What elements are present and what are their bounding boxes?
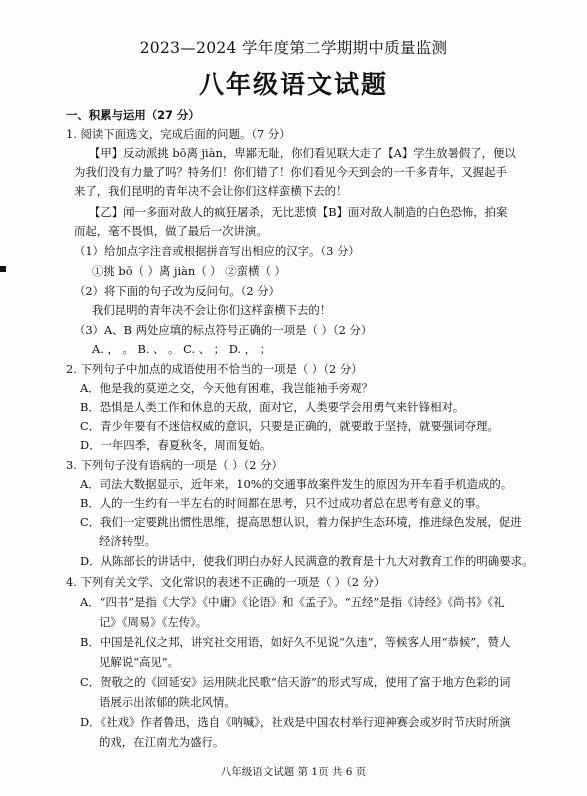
text-line: A. ， 。 B. 、 。 C. 、 ； D. ， ；	[92, 342, 272, 356]
text-line: 语展示出浓郁的陕北风情。	[99, 695, 236, 709]
section-heading: 一、积累与运用（27 分）	[66, 108, 200, 122]
text-line: 1. 阅读下面选文，完成后面的问题。（7 分）	[66, 127, 291, 141]
text-line: 的戏，在江南尤为盛行。	[99, 735, 225, 749]
text-line: 记》《周易》《左传》。	[99, 615, 208, 629]
text-line: （3）A、B 两处应填的标点符号正确的一项是（ ）（2 分）	[74, 323, 373, 337]
text-line: A．司法大数据显示，近年来，10%的交通事故案件发生的原因为开车看手机造成的。	[80, 477, 513, 491]
text-line: 【乙】闻一多面对敌人的疯狂屠杀，无比悲愤【B】面对敌人制造的白色恐怖，拍案	[89, 205, 508, 219]
text-line: 我们昆明的青年决不会让你们这样蛮横下去的！	[92, 303, 332, 317]
exam-title: 2023—2024 学年度第二学期期中质量监测	[139, 39, 448, 57]
text-line: 经济转型。	[99, 534, 156, 548]
text-line: A．“四书”是指《大学》《中庸》《论语》和《孟子》。“五经”是指《诗经》《尚书》《礼	[80, 595, 505, 609]
text-line: 2. 下列句子中加点的成语使用不恰当的一项是（ ）（2 分）	[66, 362, 363, 376]
text-line: C．青少年要有不迷信权威的意识，只要是正确的，就要敢于坚持，就要强词夺理。	[80, 419, 499, 433]
page-footer: 八年级语文试题 第 1页 共 6 页	[220, 766, 367, 778]
text-line: B．恐惧是人类工作和休息的天敌，面对它，人类要学会用勇气来针锋相对。	[80, 400, 465, 414]
text-line: ①挑 bō（ ）离 jiàn（ ） ②蛮横（ ）	[92, 264, 286, 278]
text-line: 而起，毫不畏惧，做了最后一次讲演。	[74, 224, 268, 238]
text-line: D．一年四季，春夏秋冬，周而复始。	[80, 438, 272, 452]
text-line: 【甲】反动派挑 bō离 jiàn，卑鄙无耻，你们看见联大走了【A】学生放暑假了，便以	[89, 146, 516, 160]
text-line: B．人的一生约有一半左右的时间都在思考，只不过成功者总在思考有意义的事。	[80, 496, 488, 510]
text-line: A．他是我的莫逆之交，今天他有困难，我岂能袖手旁观？	[80, 381, 373, 395]
text-line: 3. 下列句子没有语病的一项是（ ）（2 分）	[66, 458, 283, 472]
scan-marker	[0, 266, 6, 272]
text-line: 见解说“高见”。	[99, 655, 179, 669]
text-line: （1）给加点字注音或根据拼音写出相应的汉字。（3 分）	[74, 244, 360, 258]
text-line: 来了，我们昆明的青年决不会让你们这样蛮横下去的！	[74, 184, 348, 198]
text-line: C．我们一定要跳出惯性思维，提高思想认识，着力保护生态环境，推进绿色发展，促进	[80, 515, 522, 529]
text-line: 为我们没有力量了吗？特务们！你们错了！你们看见今天到会的一千多青年，又握起手	[74, 165, 507, 179]
text-line: （2）将下面的句子改为反问句。（2 分）	[74, 284, 281, 298]
text-line: C．贺敬之的《回延安》运用陕北民歌“信天游”的形式写成，使用了富于地方色彩的词	[80, 675, 511, 689]
text-line: B．中国是礼仪之邦，讲究社交用语，如好久不见说“久违”，等候客人用“恭候”，赞人	[80, 635, 511, 649]
text-line: D．《社戏》作者鲁迅，选自《呐喊》，社戏是中国农村举行迎神赛会或岁时节庆时所演	[80, 715, 511, 729]
exam-subtitle: 八年级语文试题	[198, 70, 388, 99]
text-line: 4. 下列有关文学、文化常识的表述不正确的一项是（ ）（2 分）	[66, 575, 386, 589]
text-line: D．从陈部长的讲话中，使我们明白办好人民满意的教育是十九大对教育工作的明确要求。	[80, 554, 534, 568]
